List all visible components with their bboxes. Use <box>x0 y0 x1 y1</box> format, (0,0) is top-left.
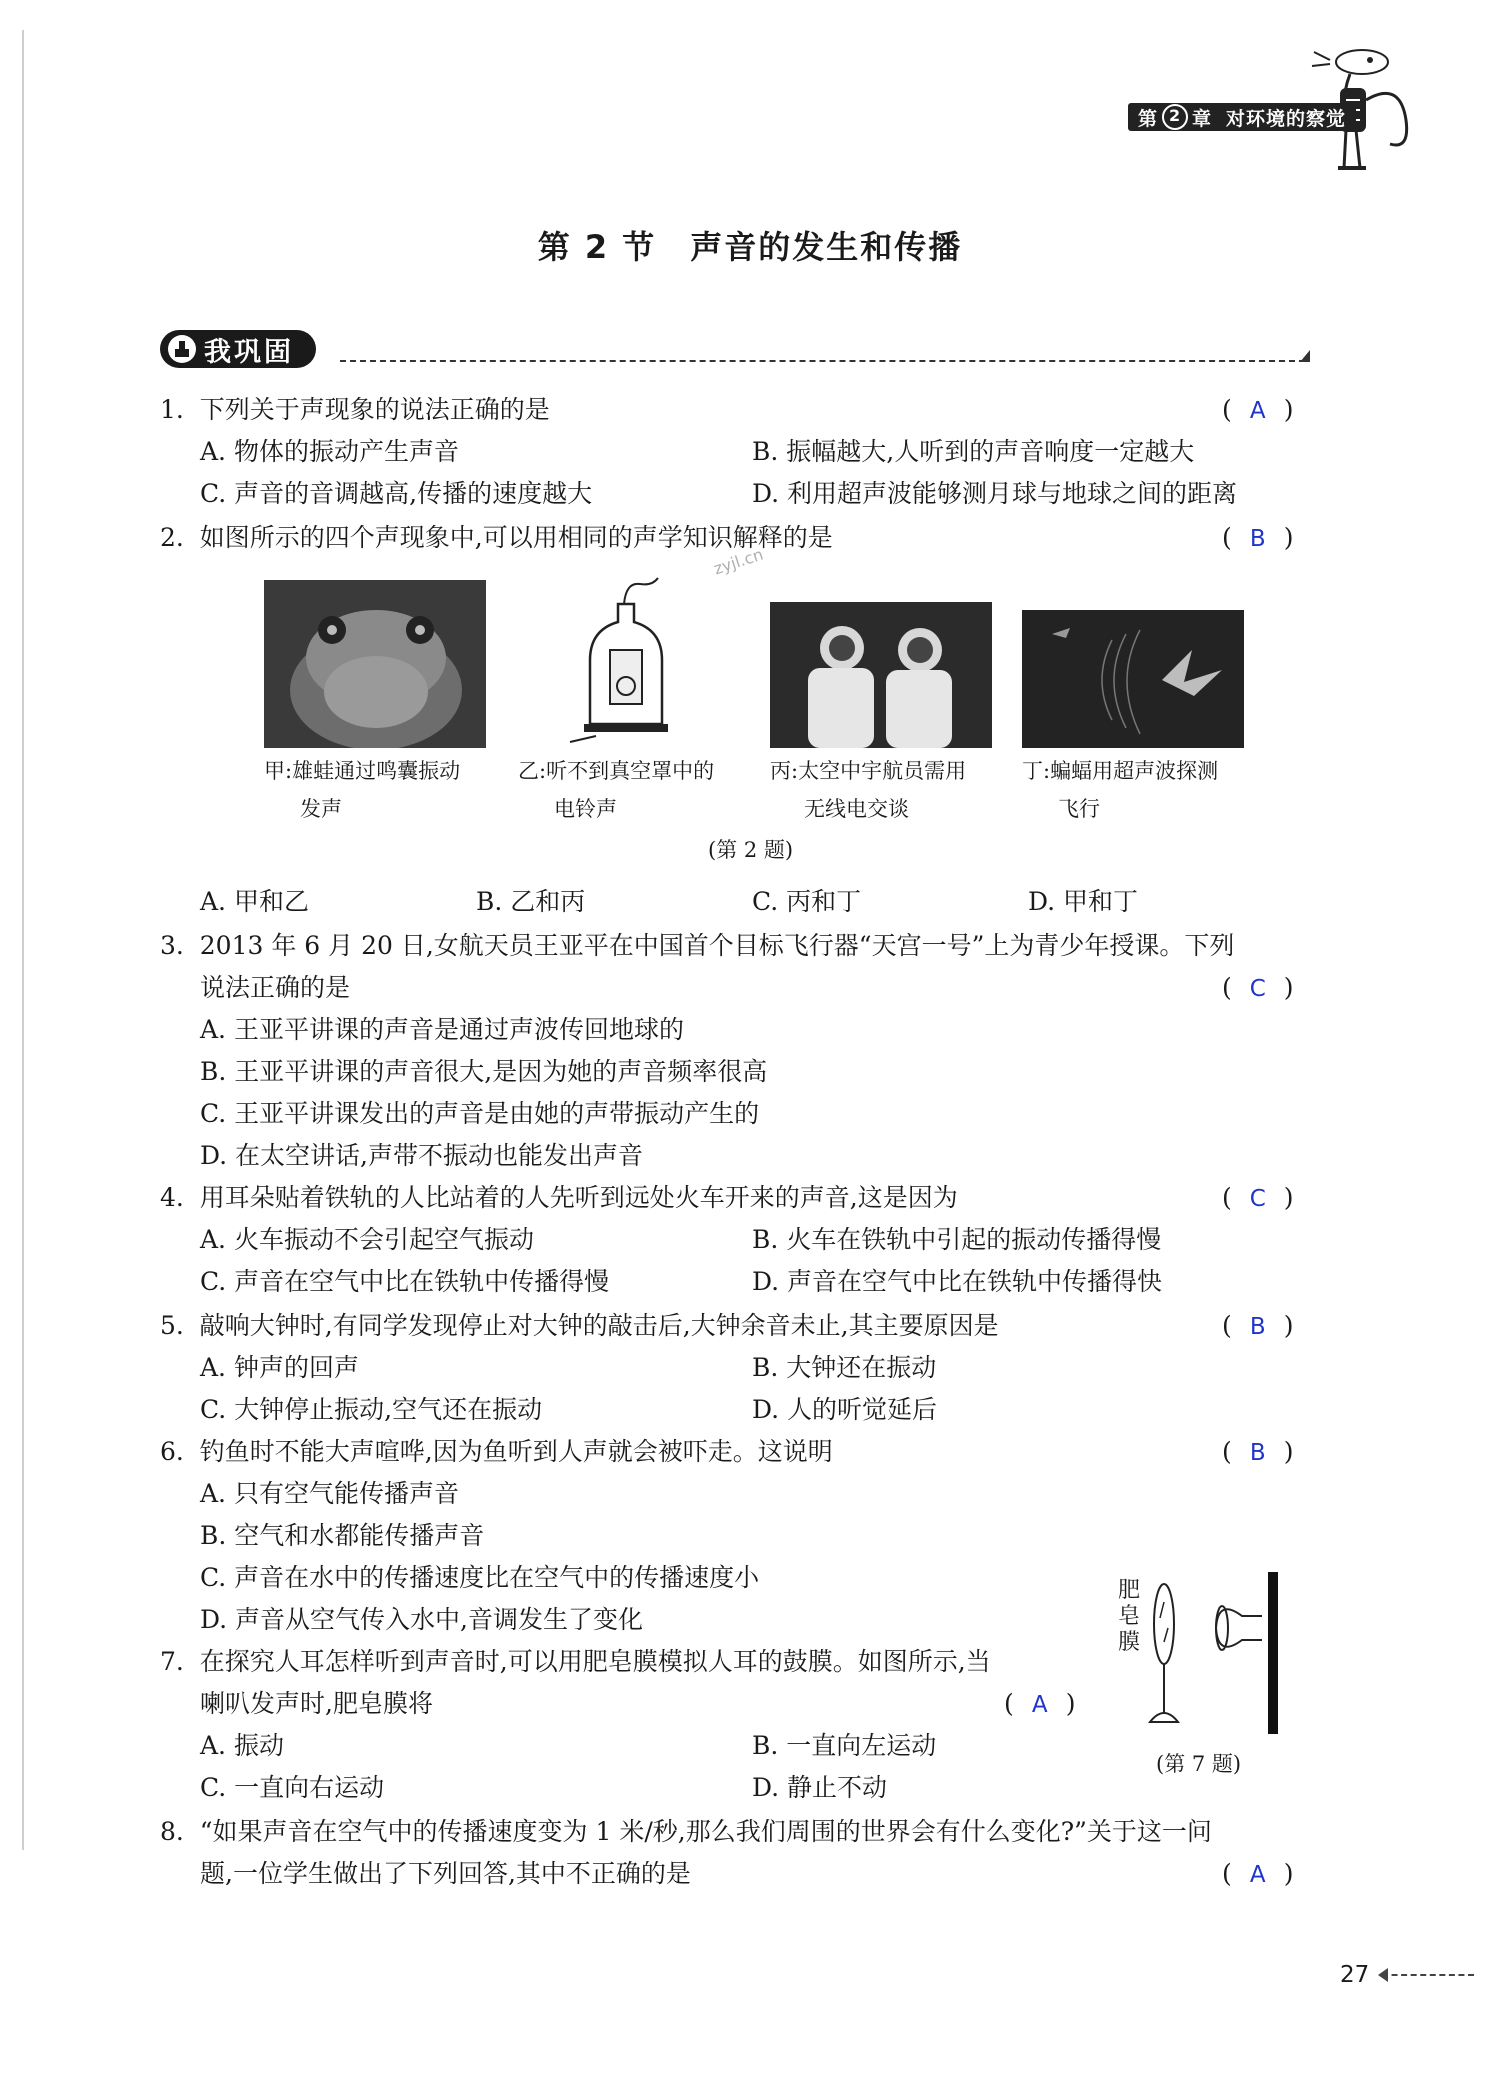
question-text: 敲响大钟时,有同学发现停止对大钟的敲击后,大钟余音未止,其主要原因是 <box>199 1311 999 1340</box>
caption-line: 无线电交谈 <box>804 797 909 821</box>
caption-bing <box>770 752 966 828</box>
question-4-stem <box>160 1182 958 1214</box>
astronauts-photo <box>770 602 992 748</box>
section-name: 声音的发生和传播 <box>690 228 963 266</box>
question-3-stem <box>160 930 1234 962</box>
question-number: 2. <box>160 523 184 552</box>
q3-option-a: A. 王亚平讲课的声音是通过声波传回地球的 <box>200 1015 684 1044</box>
question-number: 6. <box>160 1437 184 1466</box>
soap-film-diagram <box>1144 1572 1294 1742</box>
watermark: zyjl.cn <box>711 544 766 579</box>
question-text: 2013 年 6 月 20 日,女航天员王亚平在中国首个目标飞行器“天宫一号”上为青少年授课。下列 <box>199 931 1235 960</box>
q6-option-b: B. 空气和水都能传播声音 <box>200 1521 485 1550</box>
q2-option-b: B. 乙和丙 <box>476 887 586 916</box>
question-1-stem <box>160 394 550 426</box>
question-number: 1. <box>160 395 184 424</box>
question-number: 8. <box>160 1817 184 1846</box>
chapter-suffix: 章 <box>1192 107 1213 130</box>
q6-option-c: C. 声音在水中的传播速度比在空气中的传播速度小 <box>200 1563 760 1592</box>
caption-line: 飞行 <box>1058 797 1100 821</box>
chapter-number: 2 <box>1162 104 1188 130</box>
q4-option-a: A. 火车振动不会引起空气振动 <box>200 1225 534 1254</box>
q5-option-d: D. 人的听觉延后 <box>752 1395 938 1424</box>
q2-option-d: D. 甲和丁 <box>1028 887 1139 916</box>
figure-2-label: (第 2 题) <box>708 838 794 862</box>
answer-letter: B <box>1249 1314 1266 1340</box>
answer-3: ( C ) <box>1222 972 1294 1005</box>
caption-line: 发声 <box>300 797 342 821</box>
answer-6: ( B ) <box>1222 1436 1294 1469</box>
page-number: 27 <box>1340 1962 1370 1988</box>
q7-option-b: B. 一直向左运动 <box>752 1731 937 1760</box>
q7-option-c: C. 一直向右运动 <box>200 1773 385 1802</box>
stamp-icon <box>168 335 196 363</box>
chapter-name: 对环境的察觉 <box>1226 107 1347 130</box>
caption-line: 电铃声 <box>554 797 617 821</box>
q5-option-a: A. 钟声的回声 <box>200 1353 359 1382</box>
question-number: 7. <box>160 1647 184 1676</box>
bat-photo <box>1022 610 1244 748</box>
question-8-stem-cont: 题,一位学生做出了下列回答,其中不正确的是 <box>200 1859 691 1888</box>
q7-option-a: A. 振动 <box>200 1731 284 1760</box>
answer-letter: C <box>1249 1186 1266 1212</box>
answer-7: ( A ) <box>1004 1688 1076 1721</box>
question-number: 4. <box>160 1183 184 1212</box>
caption-line: 乙:听不到真空罩中的 <box>518 759 715 783</box>
question-5-stem <box>160 1310 999 1342</box>
question-text: 下列关于声现象的说法正确的是 <box>199 395 550 424</box>
figure-7-label: (第 7 题) <box>1156 1752 1242 1776</box>
q4-option-c: C. 声音在空气中比在铁轨中传播得慢 <box>200 1267 610 1296</box>
question-text: 钓鱼时不能大声喧哗,因为鱼听到人声就会被吓走。这说明 <box>199 1437 833 1466</box>
q1-option-d: D. 利用超声波能够测月球与地球之间的距离 <box>752 479 1238 508</box>
caption-ding <box>1022 752 1218 828</box>
answer-5: ( B ) <box>1222 1310 1294 1343</box>
caption-yi <box>518 752 714 828</box>
q5-option-b: B. 大钟还在振动 <box>752 1353 937 1382</box>
section-banner <box>160 330 316 368</box>
question-8-stem <box>160 1816 1212 1848</box>
q1-option-a: A. 物体的振动产生声音 <box>200 437 459 466</box>
q6-option-d: D. 声音从空气传入水中,音调发生了变化 <box>200 1605 643 1634</box>
caption-line: 甲:雄蛙通过鸣囊振动 <box>264 759 461 783</box>
section-number: 第 2 节 <box>537 228 657 266</box>
chapter-badge <box>1128 103 1356 131</box>
answer-8: ( A ) <box>1222 1858 1294 1891</box>
frog-photo <box>264 580 486 748</box>
answer-2: ( B ) <box>1222 522 1294 555</box>
question-number: 5. <box>160 1311 184 1340</box>
banner-rule-end <box>1300 350 1310 362</box>
answer-letter: B <box>1249 526 1266 552</box>
q2-option-a: A. 甲和乙 <box>200 887 309 916</box>
answer-letter: A <box>1249 1862 1266 1888</box>
question-number: 3. <box>160 931 184 960</box>
page-spine <box>22 30 24 1850</box>
caption-line: 丁:蝙蝠用超声波探测 <box>1022 759 1219 783</box>
q4-option-d: D. 声音在空气中比在铁轨中传播得快 <box>752 1267 1163 1296</box>
q5-option-c: C. 大钟停止振动,空气还在振动 <box>200 1395 543 1424</box>
banner-dashed-rule <box>340 360 1305 362</box>
caption-line: 丙:太空中宇航员需用 <box>770 759 967 783</box>
q3-option-c: C. 王亚平讲课发出的声音是由她的声带振动产生的 <box>200 1099 760 1128</box>
question-text: “如果声音在空气中的传播速度变为 1 米/秒,那么我们周围的世界会有什么变化?”关于这一问 <box>199 1817 1212 1846</box>
caption-jia <box>264 752 460 828</box>
soap-film-label: 肥皂膜 <box>1118 1578 1141 1655</box>
answer-letter: C <box>1249 976 1266 1002</box>
question-2-stem <box>160 522 833 554</box>
section-title <box>0 222 1500 268</box>
question-6-stem <box>160 1436 833 1468</box>
answer-4: ( C ) <box>1222 1182 1294 1215</box>
q2-option-c: C. 丙和丁 <box>752 887 862 916</box>
q7-option-d: D. 静止不动 <box>752 1773 888 1802</box>
page-arrow-rule <box>1382 1974 1474 1976</box>
q3-option-b: B. 王亚平讲课的声音很大,是因为她的声音频率很高 <box>200 1057 768 1086</box>
q1-option-b: B. 振幅越大,人听到的声音响度一定越大 <box>752 437 1195 466</box>
bell-jar-diagram <box>566 574 686 750</box>
answer-letter: A <box>1249 398 1266 424</box>
q1-option-c: C. 声音的音调越高,传播的速度越大 <box>200 479 593 508</box>
question-text: 在探究人耳怎样听到声音时,可以用肥皂膜模拟人耳的鼓膜。如图所示,当 <box>199 1647 991 1676</box>
question-7-stem-cont: 喇叭发声时,肥皂膜将 <box>200 1689 433 1718</box>
answer-1: ( A ) <box>1222 394 1294 427</box>
q6-option-a: A. 只有空气能传播声音 <box>200 1479 459 1508</box>
question-3-stem-cont: 说法正确的是 <box>200 973 351 1002</box>
banner-label: 我巩固 <box>204 336 294 368</box>
question-text: 用耳朵贴着铁轨的人比站着的人先听到远处火车开来的声音,这是因为 <box>199 1183 958 1212</box>
question-text: 如图所示的四个声现象中,可以用相同的声学知识解释的是 <box>199 523 833 552</box>
answer-letter: A <box>1031 1692 1048 1718</box>
q3-option-d: D. 在太空讲话,声带不振动也能发出声音 <box>200 1141 643 1170</box>
chapter-prefix: 第 <box>1138 107 1159 130</box>
answer-letter: B <box>1249 1440 1266 1466</box>
q4-option-b: B. 火车在铁轨中引起的振动传播得慢 <box>752 1225 1162 1254</box>
question-7-stem <box>160 1646 991 1678</box>
